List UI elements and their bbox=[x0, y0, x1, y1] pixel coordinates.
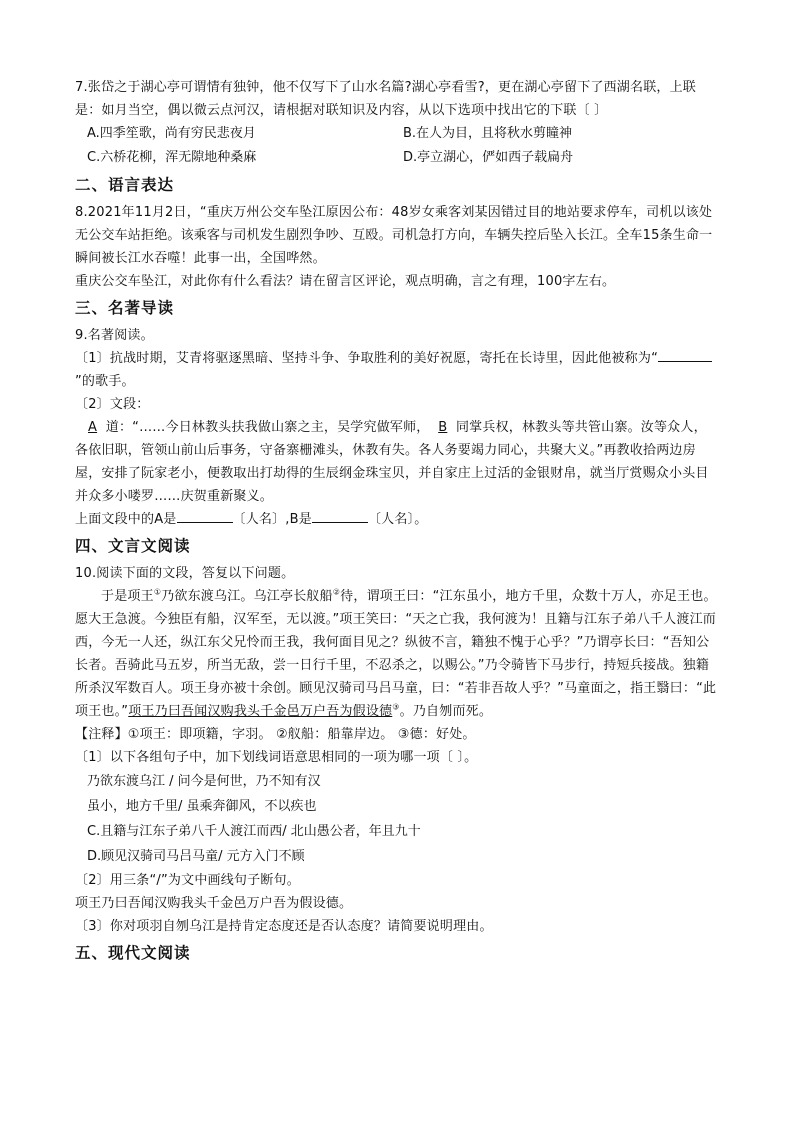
q9-blank-b[interactable] bbox=[312, 508, 368, 523]
q8-text: 8.2021年11月2日，“重庆万州公交车坠江原因公布：48岁女乘客刘某因错过目的地站要求停车，司机以该处无公交车站拒绝。该乘客与司机发生剧烈争吵、互殴。司机急打方向，车辆失控后坠入长江。全车15条生命一瞬间被长江水吞噬！此事一出，全国哗然。 bbox=[75, 205, 713, 266]
q9-part2-label: 〔2〕文段： bbox=[75, 397, 150, 412]
q9-ask: 上面文段中的A是 〔人名〕,B是 〔人名〕。 bbox=[75, 508, 719, 531]
q7-option-d[interactable]: D.亭立湖心，俨如西子载扁舟 bbox=[403, 150, 574, 165]
mark-a: A bbox=[88, 420, 98, 435]
q9-blank-1[interactable] bbox=[658, 347, 712, 362]
q8-task: 重庆公交车坠江，对此你有什么看法？请在留言区评论，观点明确，言之有理，100字左右。 bbox=[75, 274, 616, 289]
mark-b: B bbox=[438, 420, 448, 435]
q9-part1: 〔1〕抗战时期，艾青将驱逐黑暗、坚持斗争、争取胜利的美好祝愿，寄托在长诗里，因此他被称为“ ”的歌手。 bbox=[75, 347, 719, 393]
q10-sub3: 〔3〕你对项羽自刎乌江是持肯定态度还是否认态度？请简要说明理由。 bbox=[75, 919, 493, 934]
q10-sub2: 〔2〕用三条“/”为文中画线句子断句。 bbox=[75, 873, 300, 888]
q10-sub2-text: 项王乃曰吾闻汉购我头千金邑万户吾为假设德。 bbox=[75, 896, 353, 911]
q9-stem: 9.名著阅读。 bbox=[75, 328, 154, 343]
q10-sub1: 〔1〕以下各组句子中，加下划线词语意思相同的一项为哪一项〔 〕。 bbox=[75, 750, 478, 765]
q10-sub1-option-2[interactable]: 虽小，地方千里/ 虽乘奔御风，不以疾也 bbox=[87, 799, 317, 814]
q10-sub1-option-1[interactable]: 乃欲东渡乌江 / 问今是何世，乃不知有汉 bbox=[87, 774, 321, 789]
q10-passage: 于是项王①乃欲东渡乌江。乌江亭长舣船②待，谓项王曰：“江东虽小，地方千里，众数十万人，亦足王也。愿大王急渡。今独臣有船，汉军至，无以渡。”项王笑曰：“天之亡我，我何渡为！且籍与江东子弟八千人渡江而西，今无一人还，纵江东父兄怜而王我，我何面目见之？纵彼不言，籍独不愧于心乎？”乃谓亭长曰：“吾知公长者。吾骑此马五岁，所当无敌，尝一日行千里，不忍杀之，以赐公。”乃令骑皆下马步行，持短兵接战。独籍所杀汉军数百人。项王身亦被十余创。顾见汉骑司马吕马童，曰：“若非吾故人乎？”马童面之，指王翳曰：“此项王也。”项王乃曰吾闻汉购我头千金邑万户吾为假设德③。乃自刎而死。 bbox=[75, 587, 717, 719]
section-5-title: 五、现代文阅读 bbox=[75, 944, 191, 962]
q7-option-b[interactable]: B.在人为目，且将秋水剪瞳神 bbox=[403, 126, 573, 141]
q7-options bbox=[75, 122, 719, 170]
q10-stem: 10.阅读下面的文段，答复以下问题。 bbox=[75, 566, 295, 581]
q10-sub1-option-3[interactable]: C.且籍与江东子弟八千人渡江而西/ 北山愚公者，年且九十 bbox=[87, 824, 421, 839]
q7-option-c[interactable]: C.六桥花柳，浑无隙地种桑麻 bbox=[87, 150, 257, 165]
q10-sub1-option-4[interactable]: D.顾见汉骑司马吕马童/ 元方入门不顾 bbox=[87, 849, 305, 864]
underlined-sentence: 项王乃曰吾闻汉购我头千金邑万户吾为假设德 bbox=[128, 704, 393, 719]
q7-stem: 7.张岱之于湖心亭可谓情有独钟，他不仅写下了山水名篇?湖心亭看雪?，更在湖心亭留下了西湖名联，上联是：如月当空，偶以微云点河汉，请根据对联知识及内容，从以下选项中找出它的下联〔 〕 bbox=[75, 80, 697, 118]
section-3-title: 三、名著导读 bbox=[75, 299, 175, 317]
exam-page bbox=[75, 76, 719, 969]
q10-notes: 【注释】①项王：即项籍，字羽。 ②舣船：船靠岸边。 ③德：好处。 bbox=[75, 727, 476, 742]
q9-blank-a[interactable] bbox=[177, 508, 233, 523]
q7-option-a[interactable]: A.四季笙歌，尚有穷民悲夜月 bbox=[87, 126, 256, 141]
section-2-title: 二、语言表达 bbox=[75, 176, 175, 194]
section-4-title: 四、文言文阅读 bbox=[75, 537, 191, 555]
q9-passage: A 道：“……今日林教头扶我做山寨之主，吴学究做军师， B 同掌兵权，林教头等共管山寨。汝等众人，各依旧职，管领山前山后事务，守备寨栅滩头，休教有失。各人务要竭力同心，共聚大义。”再教收拾两边房屋，安排了阮家老小，便教取出打劫得的生辰纲金珠宝贝，并自家庄上过活的金银财帛，就当厅赏赐众小头目并众多小喽罗……庆贺重新聚义。 bbox=[75, 420, 709, 504]
